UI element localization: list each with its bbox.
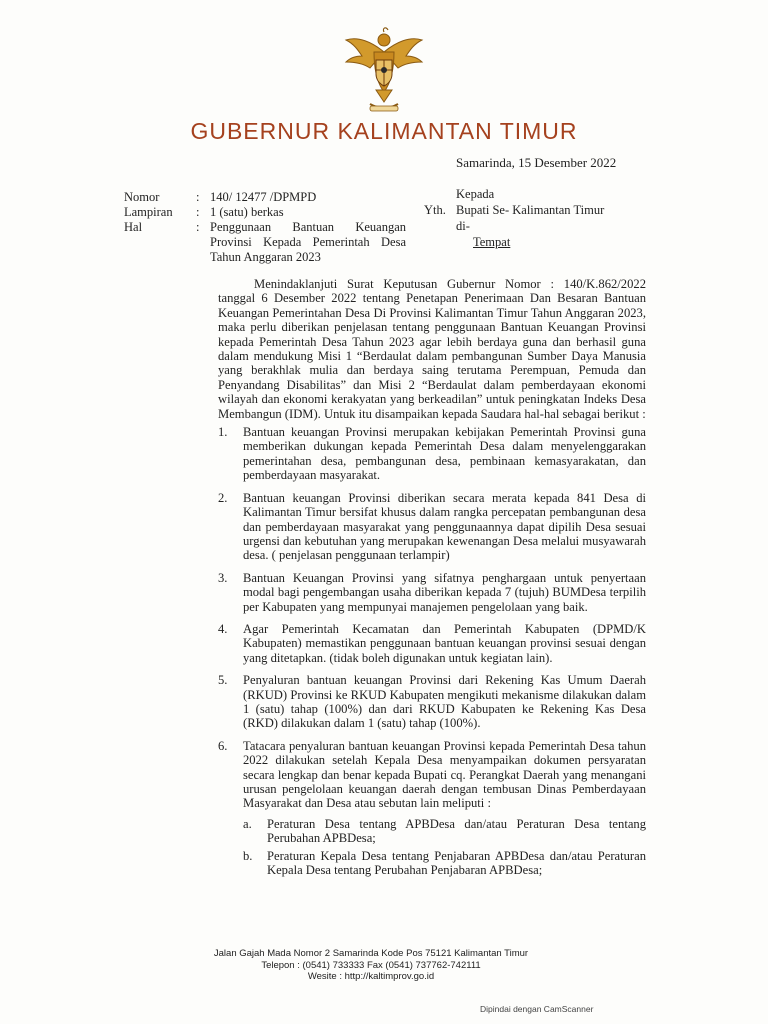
letter-body — [218, 277, 646, 888]
list-text: Tatacara penyaluran bantuan keuangan Provinsi kepada Pemerintah Desa tahun 2022 dilakukan setelah Kepala Desa menyampaikan dokumen persyaratan secara lengkap dan benar kepada Bupati cq. Perangkat Daerah yang menangani urusan pengelolaan keuangan daerah dengan tembusan Dinas Pemberdayaan Masyarakat dan Desa atau sebutan lain meliputi : — [243, 738, 646, 811]
letter-footer — [186, 948, 556, 983]
list-text: Bantuan keuangan Provinsi diberikan secara merata kepada 841 Desa di Kalimantan Timur bersifat khusus dalam rangka percepatan pembangunan desa dan pemberdayaan masyarakat yang penggunaannya dapat dipilih Desa sesuai urgensi dan kebutuhan yang merupakan kewenangan Desa melalui musyawarah desa. ( penjelasan penggunaan terlampir) — [243, 490, 646, 563]
list-item — [218, 571, 646, 614]
sublist-text: Peraturan Kepala Desa tentang Penjabaran APBDesa dan/atau Peraturan Kepala Desa tentang Perubahan Penjabaran APBDesa; — [267, 848, 646, 878]
sublist-text: Peraturan Desa tentang APBDesa dan/atau Peraturan Desa tentang Perubahan APBDesa; — [267, 816, 646, 846]
sublist-item — [243, 849, 646, 878]
meta-value: 140/ 12477 /DPMPD — [210, 190, 317, 204]
meta-row-lampiran — [124, 205, 406, 220]
list-number: 2. — [218, 490, 228, 505]
sublist-letter: a. — [243, 816, 252, 831]
list-text: Bantuan Keuangan Provinsi yang sifatnya penghargaan untuk penyertaan modal bagi pengembangan usaha diberikan kepada 7 (tujuh) BUMDesa terpilih per Kabupaten yang mempunyai manajemen pengelolaan yang baik. — [243, 570, 646, 614]
addr-row — [424, 218, 604, 234]
letterhead-title: GUBERNUR KALIMANTAN TIMUR — [190, 118, 578, 144]
list-text-block — [243, 739, 646, 881]
list-item — [218, 622, 646, 665]
meta-colon: : — [196, 205, 200, 219]
lettered-sublist — [243, 817, 646, 878]
list-number: 5. — [218, 673, 228, 688]
list-number: 4. — [218, 621, 228, 636]
addr-yth: Yth. — [424, 203, 446, 217]
list-item — [218, 673, 646, 731]
intro-paragraph: Menindaklanjuti Surat Keputusan Gubernur Nomor : 140/K.862/2022 tanggal 6 Desember 2022 tentang Penetapan Penerimaan Dan Besaran Bantuan Keuangan Pemerintahan Desa Di Provinsi Kalimantan Timur Tahun Anggaran 2023, maka perlu diberikan penjelasan tentang penggunaan Bantuan Keuangan Provinsi kepada Pemerintah Desa Tahun 2023 agar lebih berdaya guna dan berhasil guna dalam mendukung Misi 1 “Berdaulat dalam pembangunan Sumber Daya Manusia yang berakhlak mulia dan berdaya saing terutama Perempuan, Pemuda dan Penyandang Disabilitas” dan Misi 2 “Berdaulat dalam pemberdayaan ekonomi wilayah dan ekonomi kerakyatan yang berkeadilan” untuk peningkatan Indeks Desa Membangun (IDM). Untuk itu disampaikan kepada Saudara hal-hal sebagai berikut : — [218, 277, 646, 421]
meta-colon: : — [196, 220, 200, 234]
meta-label: Lampiran — [124, 205, 173, 219]
meta-label: Hal — [124, 220, 143, 234]
list-number: 1. — [218, 425, 228, 440]
meta-row-hal — [124, 220, 406, 265]
scanner-watermark: Dipindai dengan CamScanner — [480, 1004, 594, 1014]
letter-date: Samarinda, 15 Desember 2022 — [456, 155, 617, 170]
footer-phone: Telepon : (0541) 733333 Fax (0541) 737762-742111 — [261, 959, 481, 971]
addr-row — [424, 202, 604, 218]
addressee-block — [424, 186, 604, 250]
list-text: Agar Pemerintah Kecamatan dan Pemerintah Kabupaten (DPMD/K Kabupaten) memastikan penggunaan bantuan keuangan provinsi sesuai dengan yang ditetapkan. (tidak boleh digunakan untuk kegiatan lain). — [243, 621, 646, 665]
list-number: 3. — [218, 570, 228, 585]
list-number: 6. — [218, 738, 228, 753]
list-text: Penyaluran bantuan keuangan Provinsi dari Rekening Kas Umum Daerah (RKUD) Provinsi ke RKUD Kabupaten mengikuti mekanisme dilakukan dalam 1 (satu) tahap (100%) dan dari RKUD Kabupaten ke Rekening Kas Desa (RKD) dilakukan dalam 1 (satu) tahap (100%). — [243, 673, 646, 731]
addr-row — [424, 186, 604, 202]
addr-tempat: Tempat — [473, 235, 511, 249]
list-item — [218, 739, 646, 881]
meta-colon: : — [196, 190, 200, 204]
footer-address: Jalan Gajah Mada Nomor 2 Samarinda Kode Pos 75121 Kalimantan Timur — [213, 948, 529, 959]
addr-kepada: Kepada — [456, 187, 495, 201]
sublist-item — [243, 817, 646, 846]
meta-label: Nomor — [124, 190, 160, 204]
numbered-list — [218, 425, 646, 880]
addr-spacer — [424, 186, 456, 202]
footer-website: Wesite : http://kaltimprov.go.id — [307, 971, 435, 982]
meta-row-nomor — [124, 190, 406, 205]
list-text: Bantuan keuangan Provinsi merupakan kebijakan Pemerintah Provinsi guna memberikan dukungan kepada Pemerintah Desa dalam menyelenggarakan pemerintahan desa, pembangunan desa, pembinaan kemasyarakatan, dan pemberdayaan masyarakat. — [243, 425, 646, 483]
addr-recipient: Bupati Se- Kalimantan Timur — [456, 203, 605, 217]
sublist-letter: b. — [243, 848, 253, 863]
meta-value: Penggunaan Bantuan Keuangan Provinsi Kepada Pemerintah Desa Tahun Anggaran 2023 — [210, 220, 406, 264]
list-item — [218, 491, 646, 563]
meta-value: 1 (satu) berkas — [210, 205, 284, 219]
addr-spacer — [424, 218, 456, 234]
addr-di: di- — [456, 219, 470, 233]
letter-meta — [124, 190, 406, 265]
list-item — [218, 425, 646, 483]
garuda-emblem-icon — [336, 22, 432, 118]
